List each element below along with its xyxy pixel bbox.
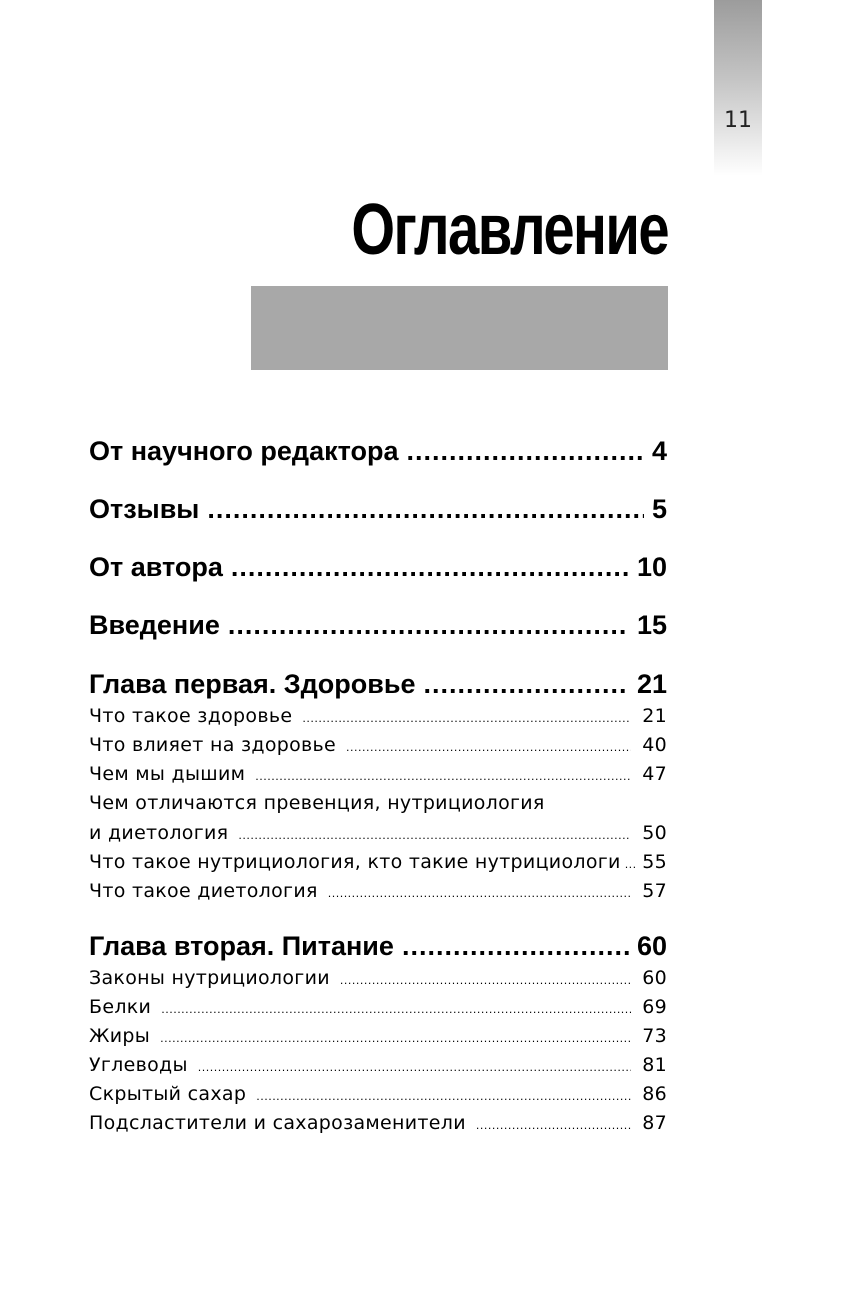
toc-item[interactable] [89,1109,667,1137]
toc-item-label: Чем отличаются превенция, нутрициология [89,792,545,814]
dot-leader [231,547,629,587]
toc-item-label: Чем мы дышим [89,763,246,785]
dot-leader [340,967,631,995]
dot-leader [256,1083,631,1111]
toc-item[interactable] [89,731,667,759]
dot-leader [625,851,637,879]
toc-item[interactable] [89,1051,667,1079]
toc-item-label: Подсластители и сахарозаменители [89,1112,466,1134]
toc-item-label: Углеводы [89,1054,188,1076]
toc-entry-page: 10 [636,552,667,582]
toc-item[interactable] [89,877,667,905]
dot-leader [302,705,631,733]
toc-item-page: 73 [642,1025,667,1047]
toc-entry-label: Отзывы [89,494,200,524]
toc-item-page: 40 [642,734,667,756]
title-decorative-bar [251,286,668,370]
toc-item-line-1[interactable] [89,789,667,817]
toc-chapter-label: Глава первая. Здоровье [89,669,416,699]
toc-item-page: 21 [642,705,667,727]
toc-entry-label: От автора [89,552,223,582]
toc-item[interactable] [89,1022,667,1050]
dot-leader [161,996,631,1024]
toc-item-label: Что влияет на здоровье [89,734,337,756]
toc-item-page: 81 [642,1054,667,1076]
toc-item-label: Что такое здоровье [89,705,293,727]
toc-item-page: 50 [642,822,667,844]
page-number-tab [714,0,762,176]
toc-item-page: 47 [642,763,667,785]
dot-leader [402,926,629,966]
toc-entry-page: 5 [651,494,667,524]
toc-entry-page: 15 [636,610,667,640]
dot-leader [406,431,643,471]
toc-chapter-2[interactable] [89,926,667,966]
toc-item-label: Скрытый сахар [89,1083,247,1105]
toc-chapter-page: 60 [636,931,667,961]
dot-leader [160,1025,631,1053]
toc-item[interactable] [89,702,667,730]
page-number: 11 [724,108,752,133]
toc-entry-label: От научного редактора [89,436,399,466]
dot-leader [238,822,631,850]
toc-entry-introduction[interactable] [89,605,667,645]
toc-chapter-label: Глава вторая. Питание [89,931,394,961]
toc-item-page: 69 [642,996,667,1018]
toc-entry-from-author[interactable] [89,547,667,587]
toc-item[interactable] [89,819,667,847]
toc-item[interactable] [89,964,667,992]
toc-item-label: Жиры [89,1025,151,1047]
dot-leader [255,763,631,791]
toc-item-label: Что такое нутрициология, кто такие нутрициологи [89,851,621,873]
toc-item-label: Законы нутрициологии [89,967,330,989]
toc-item[interactable] [89,760,667,788]
toc-entry-page: 4 [651,436,667,466]
dot-leader [423,664,628,704]
toc-item-page: 55 [642,851,667,873]
toc-item-label: и диетология [89,822,229,844]
dot-leader [228,605,629,645]
toc-entry-reviews[interactable] [89,489,667,529]
toc-entry-label: Введение [89,610,220,640]
toc-item-page: 60 [642,967,667,989]
toc-chapter-1[interactable] [89,664,667,704]
toc-item[interactable] [89,1080,667,1108]
toc-item-page: 87 [642,1112,667,1134]
toc-item[interactable] [89,848,667,876]
toc-item[interactable] [89,993,667,1021]
dot-leader [207,489,644,529]
dot-leader [476,1112,631,1140]
page-title: Оглавление [351,190,668,270]
toc-item-page: 57 [642,880,667,902]
dot-leader [198,1054,631,1082]
dot-leader [346,734,631,762]
toc-item-page: 86 [642,1083,667,1105]
toc-item-label: Что такое диетология [89,880,318,902]
toc-entry-scientific-editor[interactable] [89,431,667,471]
toc-chapter-page: 21 [636,669,667,699]
toc-item-label: Белки [89,996,152,1018]
dot-leader [328,880,631,908]
